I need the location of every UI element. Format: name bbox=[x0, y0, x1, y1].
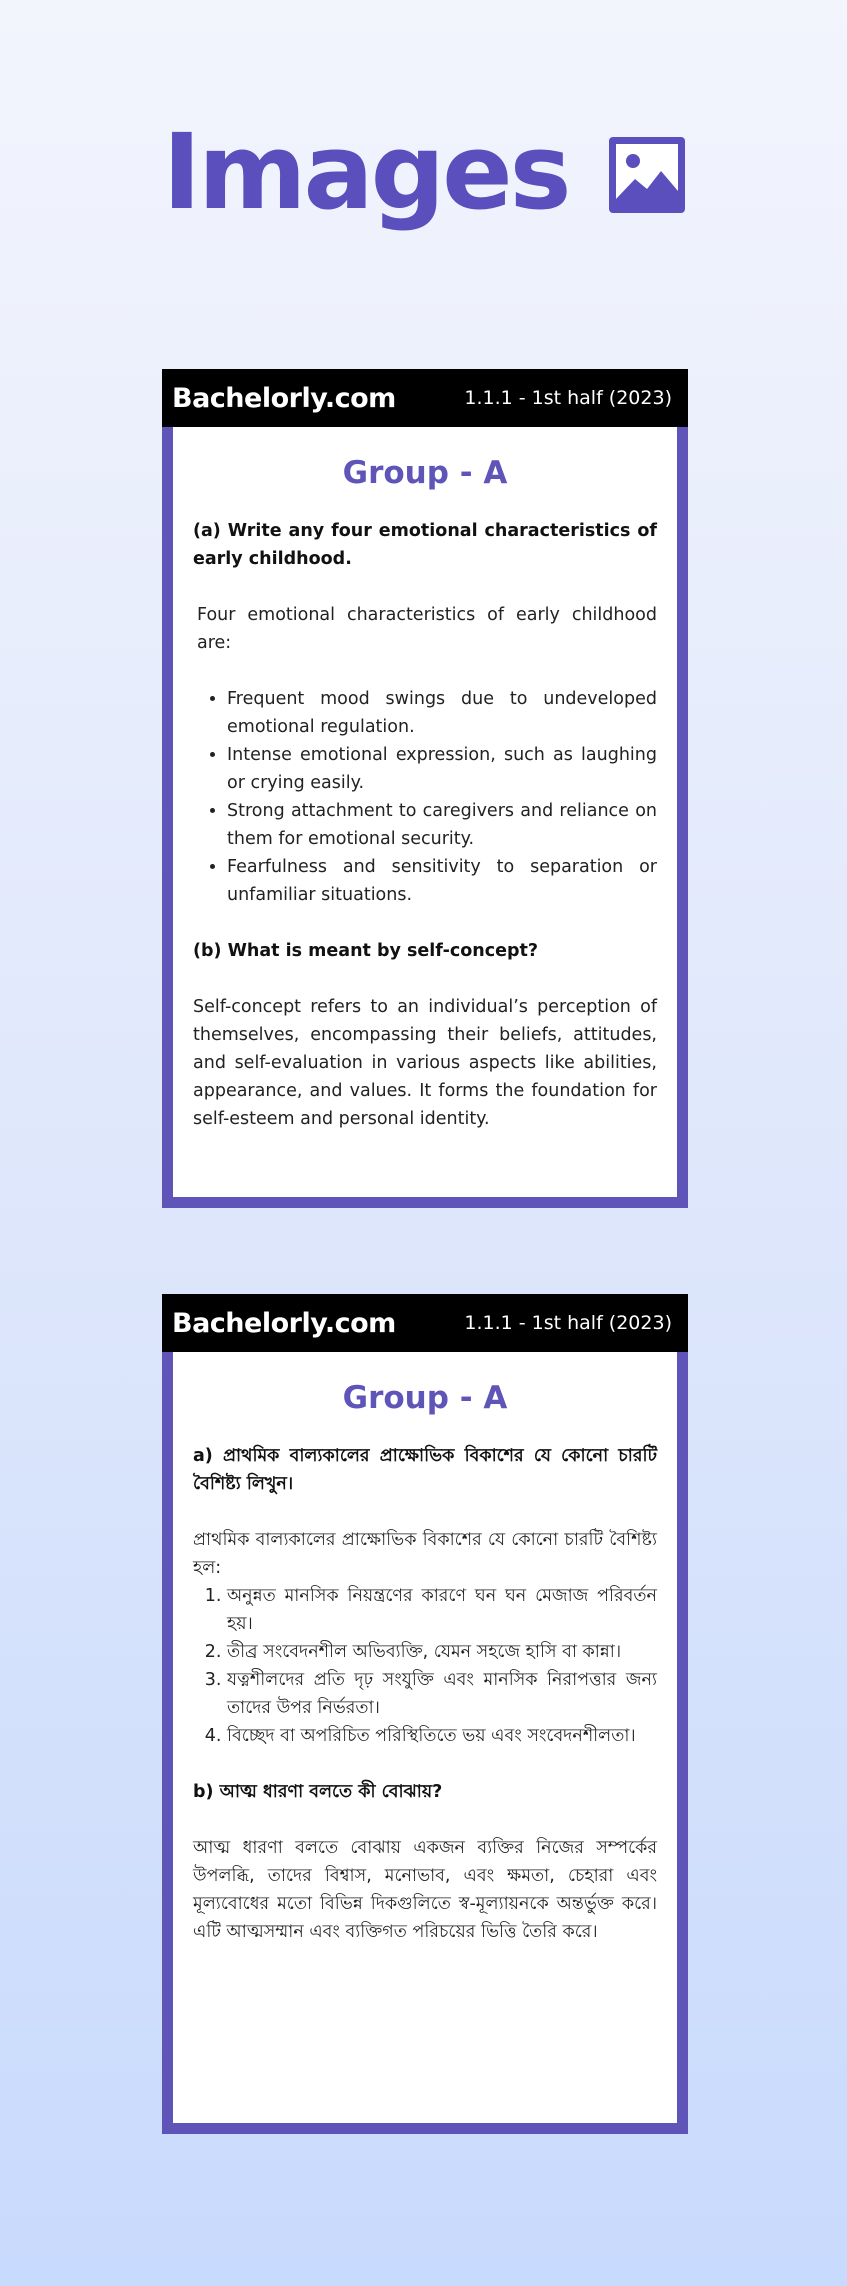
document-card-english bbox=[162, 369, 688, 1208]
document-card-bengali bbox=[162, 1294, 688, 2134]
page-title: Images bbox=[162, 111, 569, 233]
exam-label: 1.1.1 - 1st half (2023) bbox=[464, 1312, 672, 1334]
brand-logo-text: Bachelorly.com bbox=[172, 382, 396, 414]
list-item: • Fearfulness and sensitivity to separation or unfamiliar situations. bbox=[227, 853, 657, 909]
group-title: Group - A bbox=[342, 1380, 508, 1416]
brand-logo-text: Bachelorly.com bbox=[172, 1307, 396, 1339]
answer-a-intro: প্রাথমিক বাল্যকালের প্রাক্ষোভিক বিকাশের যে কোনো চারটি বৈশিষ্ট্য হল: bbox=[193, 1530, 657, 1578]
card-body bbox=[162, 427, 688, 1208]
answer-a-list bbox=[193, 1582, 657, 1750]
page-heading bbox=[0, 111, 847, 233]
question-b: (b) What is meant by self-concept? bbox=[193, 941, 539, 961]
list-item: • Frequent mood swings due to undeveloped emotional regulation. bbox=[227, 685, 657, 741]
question-a: a) প্রাথমিক বাল্যকালের প্রাক্ষোভিক বিকাশের যে কোনো চারটি বৈশিষ্ট্য লিখুন। bbox=[193, 1446, 657, 1494]
answer-b: Self-concept refers to an individual’s perception of themselves, encompassing their beliefs, attitudes, and self-evaluation in various aspects like abilities, appearance, and values. It forms the foundation for self-esteem and personal identity. bbox=[193, 997, 657, 1129]
list-item: • Intense emotional expression, such as laughing or crying easily. bbox=[227, 741, 657, 797]
list-item: 2. তীব্র সংবেদনশীল অভিব্যক্তি, যেমন সহজে হাসি বা কান্না। bbox=[227, 1638, 657, 1666]
answer-b: আত্ম ধারণা বলতে বোঝায় একজন ব্যক্তির নিজের সম্পর্কের উপলব্ধি, তাদের বিশ্বাস, মনোভাব, এবং ক্ষমতা, চেহারা এবং মূল্যবোধের মতো বিভিন্ন দিকগুলিতে স্ব-মূল্যায়নকে অন্তর্ভুক্ত করে। এটি আত্মসম্মান এবং ব্যক্তিগত পরিচয়ের ভিত্তি তৈরি করে। bbox=[193, 1838, 657, 1942]
card-header bbox=[162, 369, 688, 427]
group-title: Group - A bbox=[342, 455, 508, 491]
question-b: b) আত্ম ধারণা বলতে কী বোঝায়? bbox=[193, 1782, 443, 1802]
card-body bbox=[162, 1352, 688, 2134]
answer-a-intro: Four emotional characteristics of early childhood are: bbox=[197, 605, 657, 653]
exam-label: 1.1.1 - 1st half (2023) bbox=[464, 387, 672, 409]
question-a: (a) Write any four emotional characteristics of early childhood. bbox=[193, 521, 657, 569]
list-item: • Strong attachment to caregivers and reliance on them for emotional security. bbox=[227, 797, 657, 853]
list-item: 1. অনুন্নত মানসিক নিয়ন্ত্রণের কারণে ঘন ঘন মেজাজ পরিবর্তন হয়। bbox=[227, 1582, 657, 1638]
list-item: 4. বিচ্ছেদ বা অপরিচিত পরিস্থিতিতে ভয় এবং সংবেদনশীলতা। bbox=[227, 1722, 657, 1750]
answer-a-list bbox=[193, 685, 657, 909]
list-item: 3. যত্নশীলদের প্রতি দৃঢ় সংযুক্তি এবং মানসিক নিরাপত্তার জন্য তাদের উপর নির্ভরতা। bbox=[227, 1666, 657, 1722]
image-icon bbox=[609, 137, 685, 213]
card-header bbox=[162, 1294, 688, 1352]
